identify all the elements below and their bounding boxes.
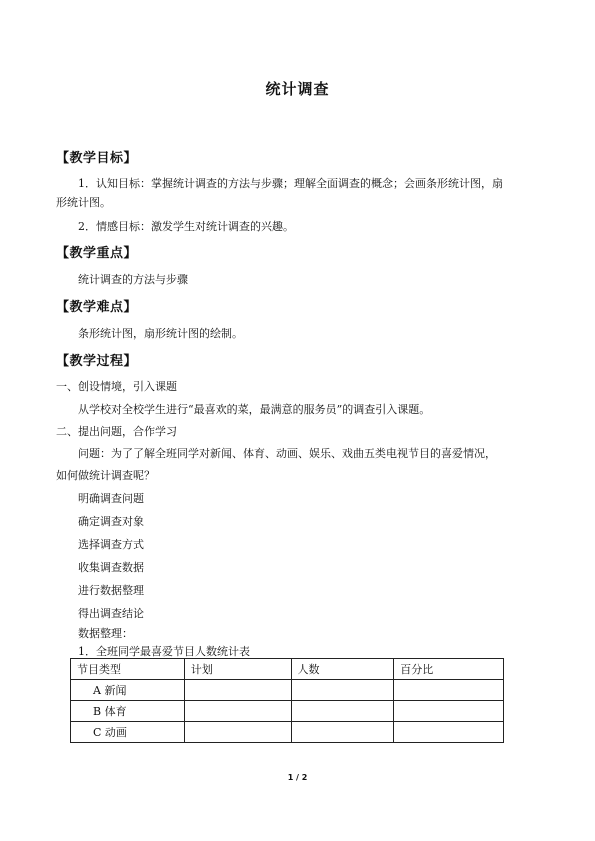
table-cell: C 动画 — [71, 722, 185, 743]
table-header-cell: 计划 — [184, 659, 291, 680]
table-caption: 1．全班同学最喜爱节目人数统计表 — [78, 645, 250, 658]
process-step-item: 得出调查结论 — [78, 607, 144, 620]
table-cell — [291, 680, 394, 701]
table-cell — [184, 680, 291, 701]
heading-difficulty: 【教学难点】 — [56, 300, 138, 315]
table-cell — [291, 722, 394, 743]
objective-line-2: 2．情感目标：激发学生对统计调查的兴趣。 — [78, 220, 294, 233]
process-question-line2: 如何做统计调查呢？ — [56, 469, 155, 482]
keypoint-text: 统计调查的方法与步骤 — [78, 273, 188, 286]
process-step-item: 选择调查方式 — [78, 538, 144, 551]
table-cell — [184, 701, 291, 722]
table-cell — [394, 680, 504, 701]
program-stats-table — [70, 658, 504, 743]
table-cell — [184, 722, 291, 743]
process-step1-text: 从学校对全校学生进行“最喜欢的菜，最满意的服务员”的调查引入课题。 — [78, 403, 431, 416]
process-step1-title: 一、创设情境，引入课题 — [56, 380, 177, 393]
table-header-row — [71, 659, 504, 680]
table-header-cell: 百分比 — [394, 659, 504, 680]
table-row — [71, 680, 504, 701]
table-row — [71, 722, 504, 743]
heading-keypoint: 【教学重点】 — [56, 246, 138, 261]
process-step-item: 确定调查对象 — [78, 515, 144, 528]
heading-process: 【教学过程】 — [56, 354, 138, 369]
table-row — [71, 701, 504, 722]
table-header-cell: 节目类型 — [71, 659, 185, 680]
page-number: 1 / 2 — [287, 773, 308, 782]
process-step-item: 进行数据整理 — [78, 584, 144, 597]
table-cell — [394, 701, 504, 722]
process-step2-title: 二、提出问题，合作学习 — [56, 425, 177, 438]
data-organize-label: 数据整理： — [78, 627, 133, 640]
process-step-item: 明确调查问题 — [78, 492, 144, 505]
document-title: 统计调查 — [265, 80, 330, 98]
objective-line-1-cont: 形统计图。 — [56, 196, 111, 209]
table-cell — [394, 722, 504, 743]
process-step-item: 收集调查数据 — [78, 561, 144, 574]
table-cell — [291, 701, 394, 722]
objective-line-1: 1．认知目标：掌握统计调查的方法与步骤；理解全面调查的概念；会画条形统计图，扇 — [78, 177, 503, 190]
table-header-cell: 人数 — [291, 659, 394, 680]
process-question-line1: 问题：为了了解全班同学对新闻、体育、动画、娱乐、戏曲五类电视节目的喜爱情况， — [78, 447, 496, 460]
table-cell: B 体育 — [71, 701, 185, 722]
heading-objectives: 【教学目标】 — [56, 151, 138, 166]
table-cell: A 新闻 — [71, 680, 185, 701]
difficulty-text: 条形统计图，扇形统计图的绘制。 — [78, 327, 243, 340]
